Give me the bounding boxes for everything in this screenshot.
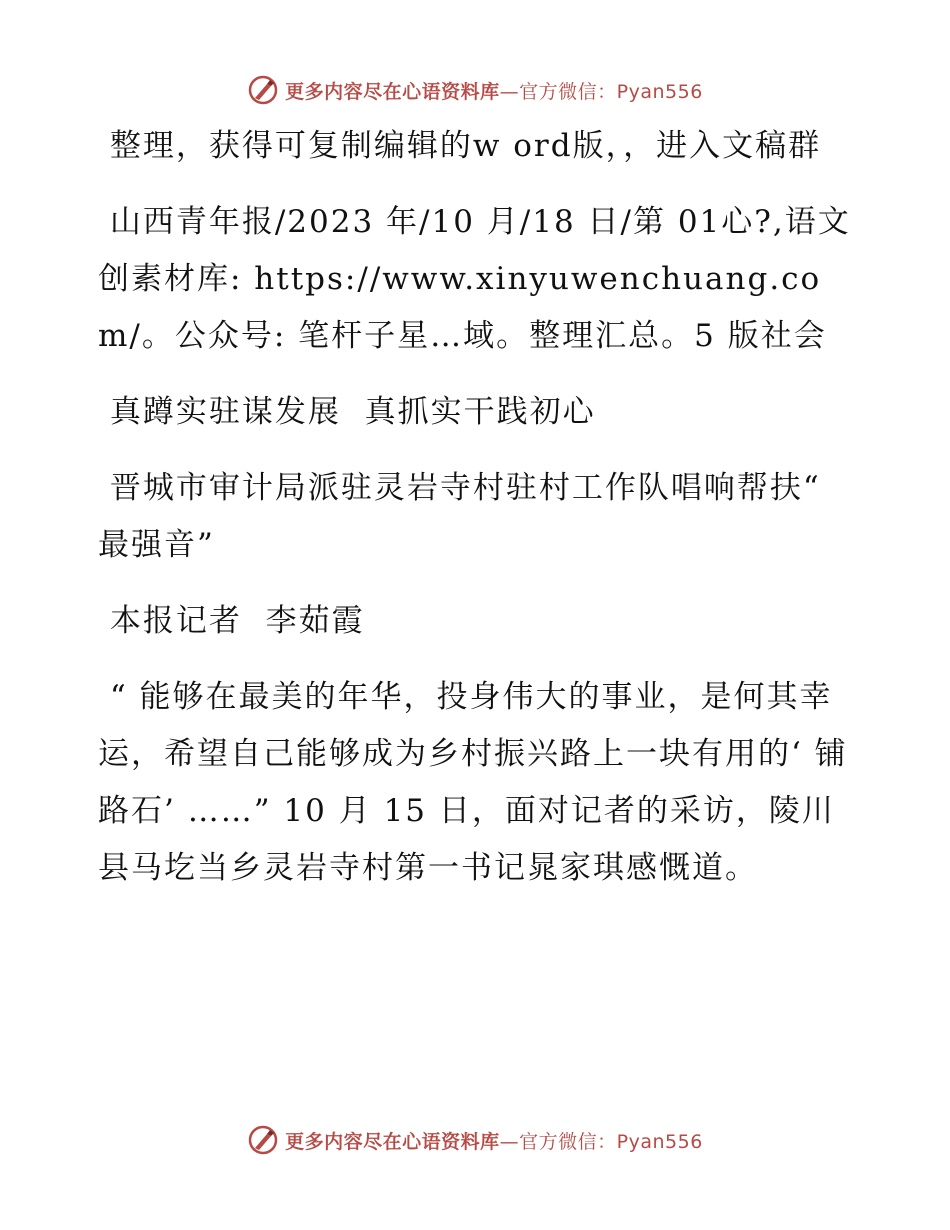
intro-note: 整理，获得可复制编辑的w ord版，，进入文稿群 [98, 128, 822, 164]
watermark-text: 更多内容尽在心语资料库—官方微信：Pyan556 [285, 80, 703, 103]
article-body [98, 118, 858, 916]
watermark-text: 更多内容尽在心语资料库—官方微信：Pyan556 [285, 1130, 703, 1153]
pen-seal-icon [247, 74, 279, 106]
pen-seal-icon [247, 1124, 279, 1156]
header-watermark [0, 70, 950, 110]
body-paragraph: “ 能够在最美的年华，投身伟大的事业，是何其幸运，希望自己能够成为乡村振兴路上一块有用的‘ 铺路石’ ……” 10 月 15 日，面对记者的采访，陵川县马圪当乡灵岩寺村第一书记晁家琪感慨道。 [98, 679, 848, 886]
subheadline: 晋城市审计局派驻灵岩寺村驻村工作队唱响帮扶“ 最强音” [98, 470, 833, 563]
footer-watermark [0, 1120, 950, 1160]
byline: 本报记者 李茹霞 [98, 603, 365, 639]
headline: 真蹲实驻谋发展 真抓实干践初心 [98, 394, 596, 430]
source-line: 山西青年报/2023 年/10 月/18 日/第 01心?,语文创素材库: https://www.xinyuwenchuang.com/。公众号: 笔杆子星…域。整理汇总。5 版社会 [98, 204, 851, 354]
